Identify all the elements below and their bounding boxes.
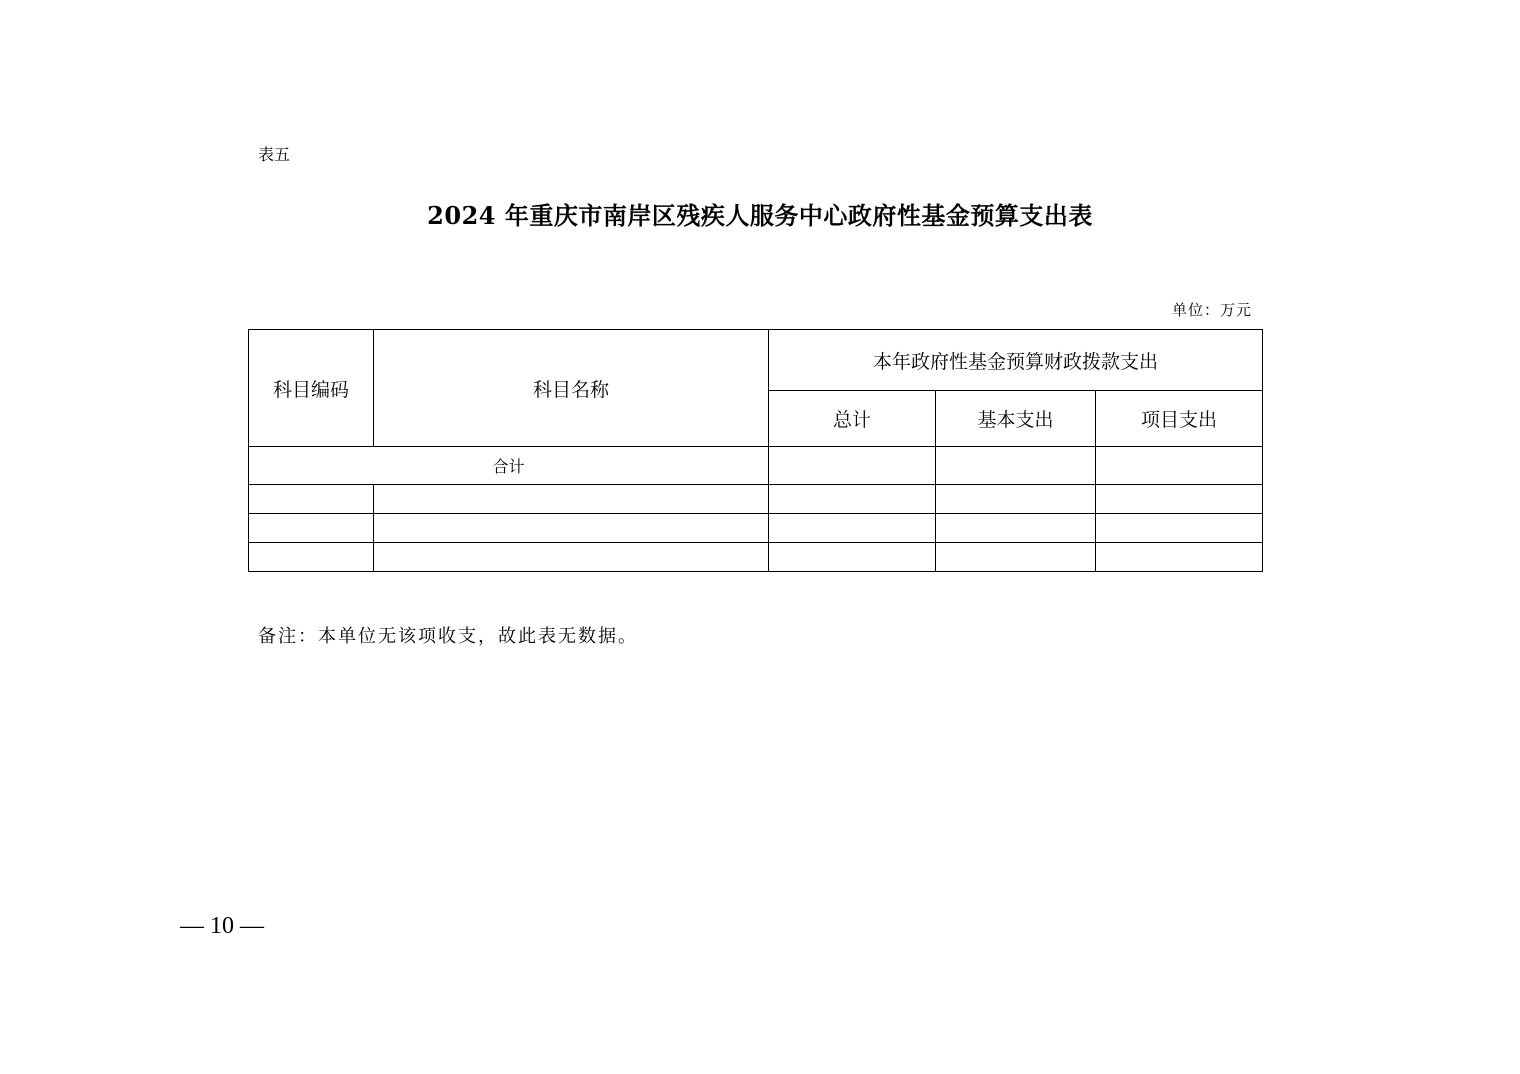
cell-basic — [936, 514, 1096, 543]
footnote: 备注：本单位无该项收支，故此表无数据。 — [258, 626, 638, 647]
cell-total — [769, 485, 936, 514]
table-label: 表五 — [258, 145, 291, 164]
header-name: 科目名称 — [374, 330, 769, 447]
cell-total — [769, 543, 936, 572]
page-title: 2024 年重庆市南岸区残疾人服务中心政府性基金预算支出表 — [427, 201, 1093, 230]
cell-project — [1096, 514, 1263, 543]
total-row — [249, 447, 1263, 485]
header-group: 本年政府性基金预算财政拨款支出 — [769, 330, 1263, 391]
cell-code — [249, 543, 374, 572]
page-number: — 10 — — [180, 913, 264, 939]
budget-table — [248, 329, 1263, 572]
cell-name — [374, 485, 769, 514]
cell-basic — [936, 485, 1096, 514]
header-project: 项目支出 — [1096, 391, 1263, 447]
cell-total — [769, 514, 936, 543]
total-row-project — [1096, 447, 1263, 485]
table-header-row — [249, 330, 1263, 391]
cell-basic — [936, 543, 1096, 572]
cell-name — [374, 543, 769, 572]
total-row-total — [769, 447, 936, 485]
total-row-basic — [936, 447, 1096, 485]
cell-name — [374, 514, 769, 543]
cell-code — [249, 485, 374, 514]
table-row — [249, 514, 1263, 543]
header-total: 总计 — [769, 391, 936, 447]
header-code: 科目编码 — [249, 330, 374, 447]
header-basic: 基本支出 — [936, 391, 1096, 447]
cell-code — [249, 514, 374, 543]
cell-project — [1096, 485, 1263, 514]
total-row-label: 合计 — [249, 447, 769, 485]
cell-project — [1096, 543, 1263, 572]
unit-label: 单位：万元 — [1171, 301, 1252, 319]
table-row — [249, 543, 1263, 572]
table-row — [249, 485, 1263, 514]
